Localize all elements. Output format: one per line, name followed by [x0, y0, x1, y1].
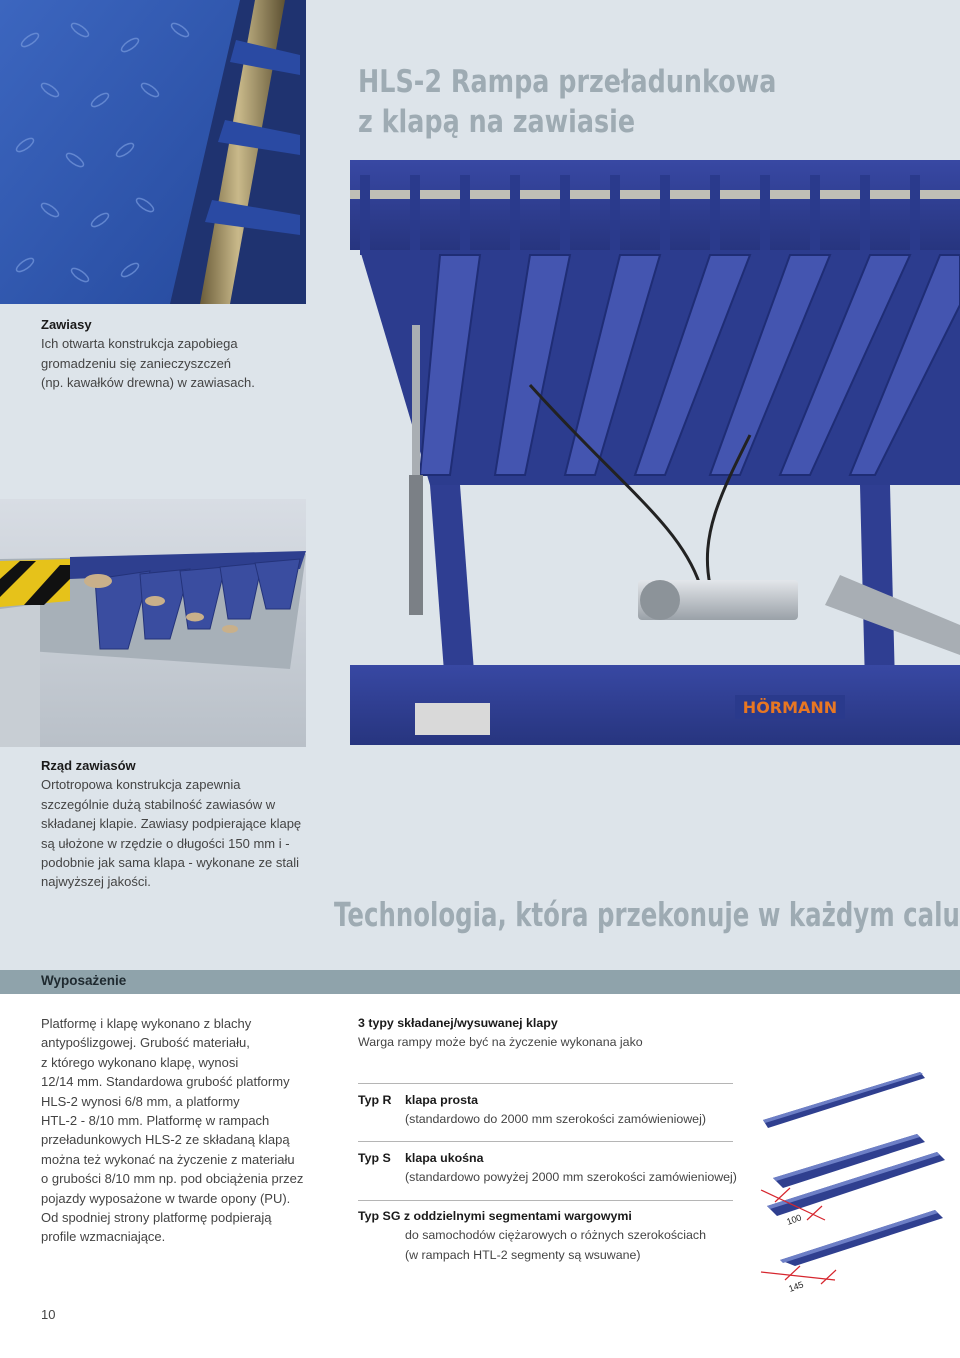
hinge-row-photo: [0, 499, 306, 747]
flap-type-desc: do samochodów ciężarowych o różnych szerokościach (w rampach HTL-2 segmenty są wsuwane): [405, 1228, 706, 1262]
flap-type-sg-drawing: [767, 1152, 945, 1266]
flap-type-name: klapa ukośna: [405, 1151, 484, 1165]
hinge-row-caption-body: Ortotropowa konstrukcja zapewnia szczególnie dużą stabilność zawiasów w składanej klapie. Zawiasy podpierające klapę są ułożone w rzędzie o długości 150 mm i - podobnie jak sama klapa - wykonane ze stali najwyższej jakości.: [41, 777, 302, 890]
flap-type-r-drawing: [763, 1072, 925, 1128]
flap-type-code: Typ R: [358, 1093, 392, 1107]
dimension-label-100: 100: [785, 1212, 803, 1227]
flap-types-intro: Warga rampy może być na życzenie wykonana jako: [358, 1035, 643, 1050]
dock-leveller-photo: [320, 155, 960, 755]
flap-types-diagram: [755, 1060, 960, 1300]
flap-type-name: z oddzielnymi segmentami wargowymi: [403, 1209, 632, 1223]
flap-type-name: klapa prosta: [405, 1093, 478, 1107]
flap-type-code: Typ S: [358, 1151, 391, 1165]
page-subtitle: Technologia, która przekonuje w każdym calu: [334, 895, 960, 934]
flap-type-s-drawing: [773, 1134, 925, 1188]
flap-types-title: 3 typy składanej/wysuwanej klapy: [358, 1016, 558, 1030]
hinges-caption-title: Zawiasy: [41, 317, 92, 332]
flap-type-sg-heading: [358, 1207, 632, 1226]
hinges-caption: [41, 315, 341, 393]
dimension-label-145: 145: [787, 1279, 805, 1294]
divider: [358, 1141, 733, 1142]
flap-type-code: Typ SG: [358, 1209, 401, 1223]
hinge-row-caption: [41, 756, 341, 892]
flap-type-desc: (standardowo do 2000 mm szerokości zamówieniowej): [405, 1112, 706, 1127]
page-title-line-1: HLS-2 Rampa przeładunkowa: [358, 64, 777, 100]
hinge-row-caption-title: Rząd zawiasów: [41, 758, 136, 773]
page-title-line-2: z klapą na zawiasie: [358, 104, 636, 140]
divider: [358, 1200, 733, 1201]
flap-type-desc: (standardowo powyżej 2000 mm szerokości zamówieniowej): [405, 1170, 737, 1185]
page-title: [358, 62, 817, 142]
hormann-logo-text: HÖRMANN: [742, 698, 838, 717]
flap-types-block: [358, 1014, 778, 1262]
hinges-caption-body: Ich otwarta konstrukcja zapobiega gromadzeniu się zanieczyszczeń (np. kawałków drewna) w zawiasach.: [41, 336, 255, 391]
divider: [358, 1083, 733, 1084]
hinge-closeup-photo: [0, 0, 306, 304]
equipment-section-bar: [0, 970, 960, 994]
equipment-description: Platformę i klapę wykonano z blachy antypoślizgowej. Grubość materiału, z którego wykonano klapę, wynosi 12/14 mm. Standardowa grubość platformy HLS-2 wynosi 6/8 mm, a platformy HTL-2 - 8/10 mm. Platformę w rampach przeładunkowych HLS-2 ze składaną klapą można też wykonać na życzenie z materiału o grubości 8/10 mm np. pod obciążenia przez pojazdy wyposażone w twarde opony (PU). Od spodniej strony platformę podpierają profile wzmacniające.: [41, 1016, 304, 1245]
equipment-section-title: Wyposażenie: [41, 973, 127, 988]
page-number: 10: [41, 1307, 56, 1322]
